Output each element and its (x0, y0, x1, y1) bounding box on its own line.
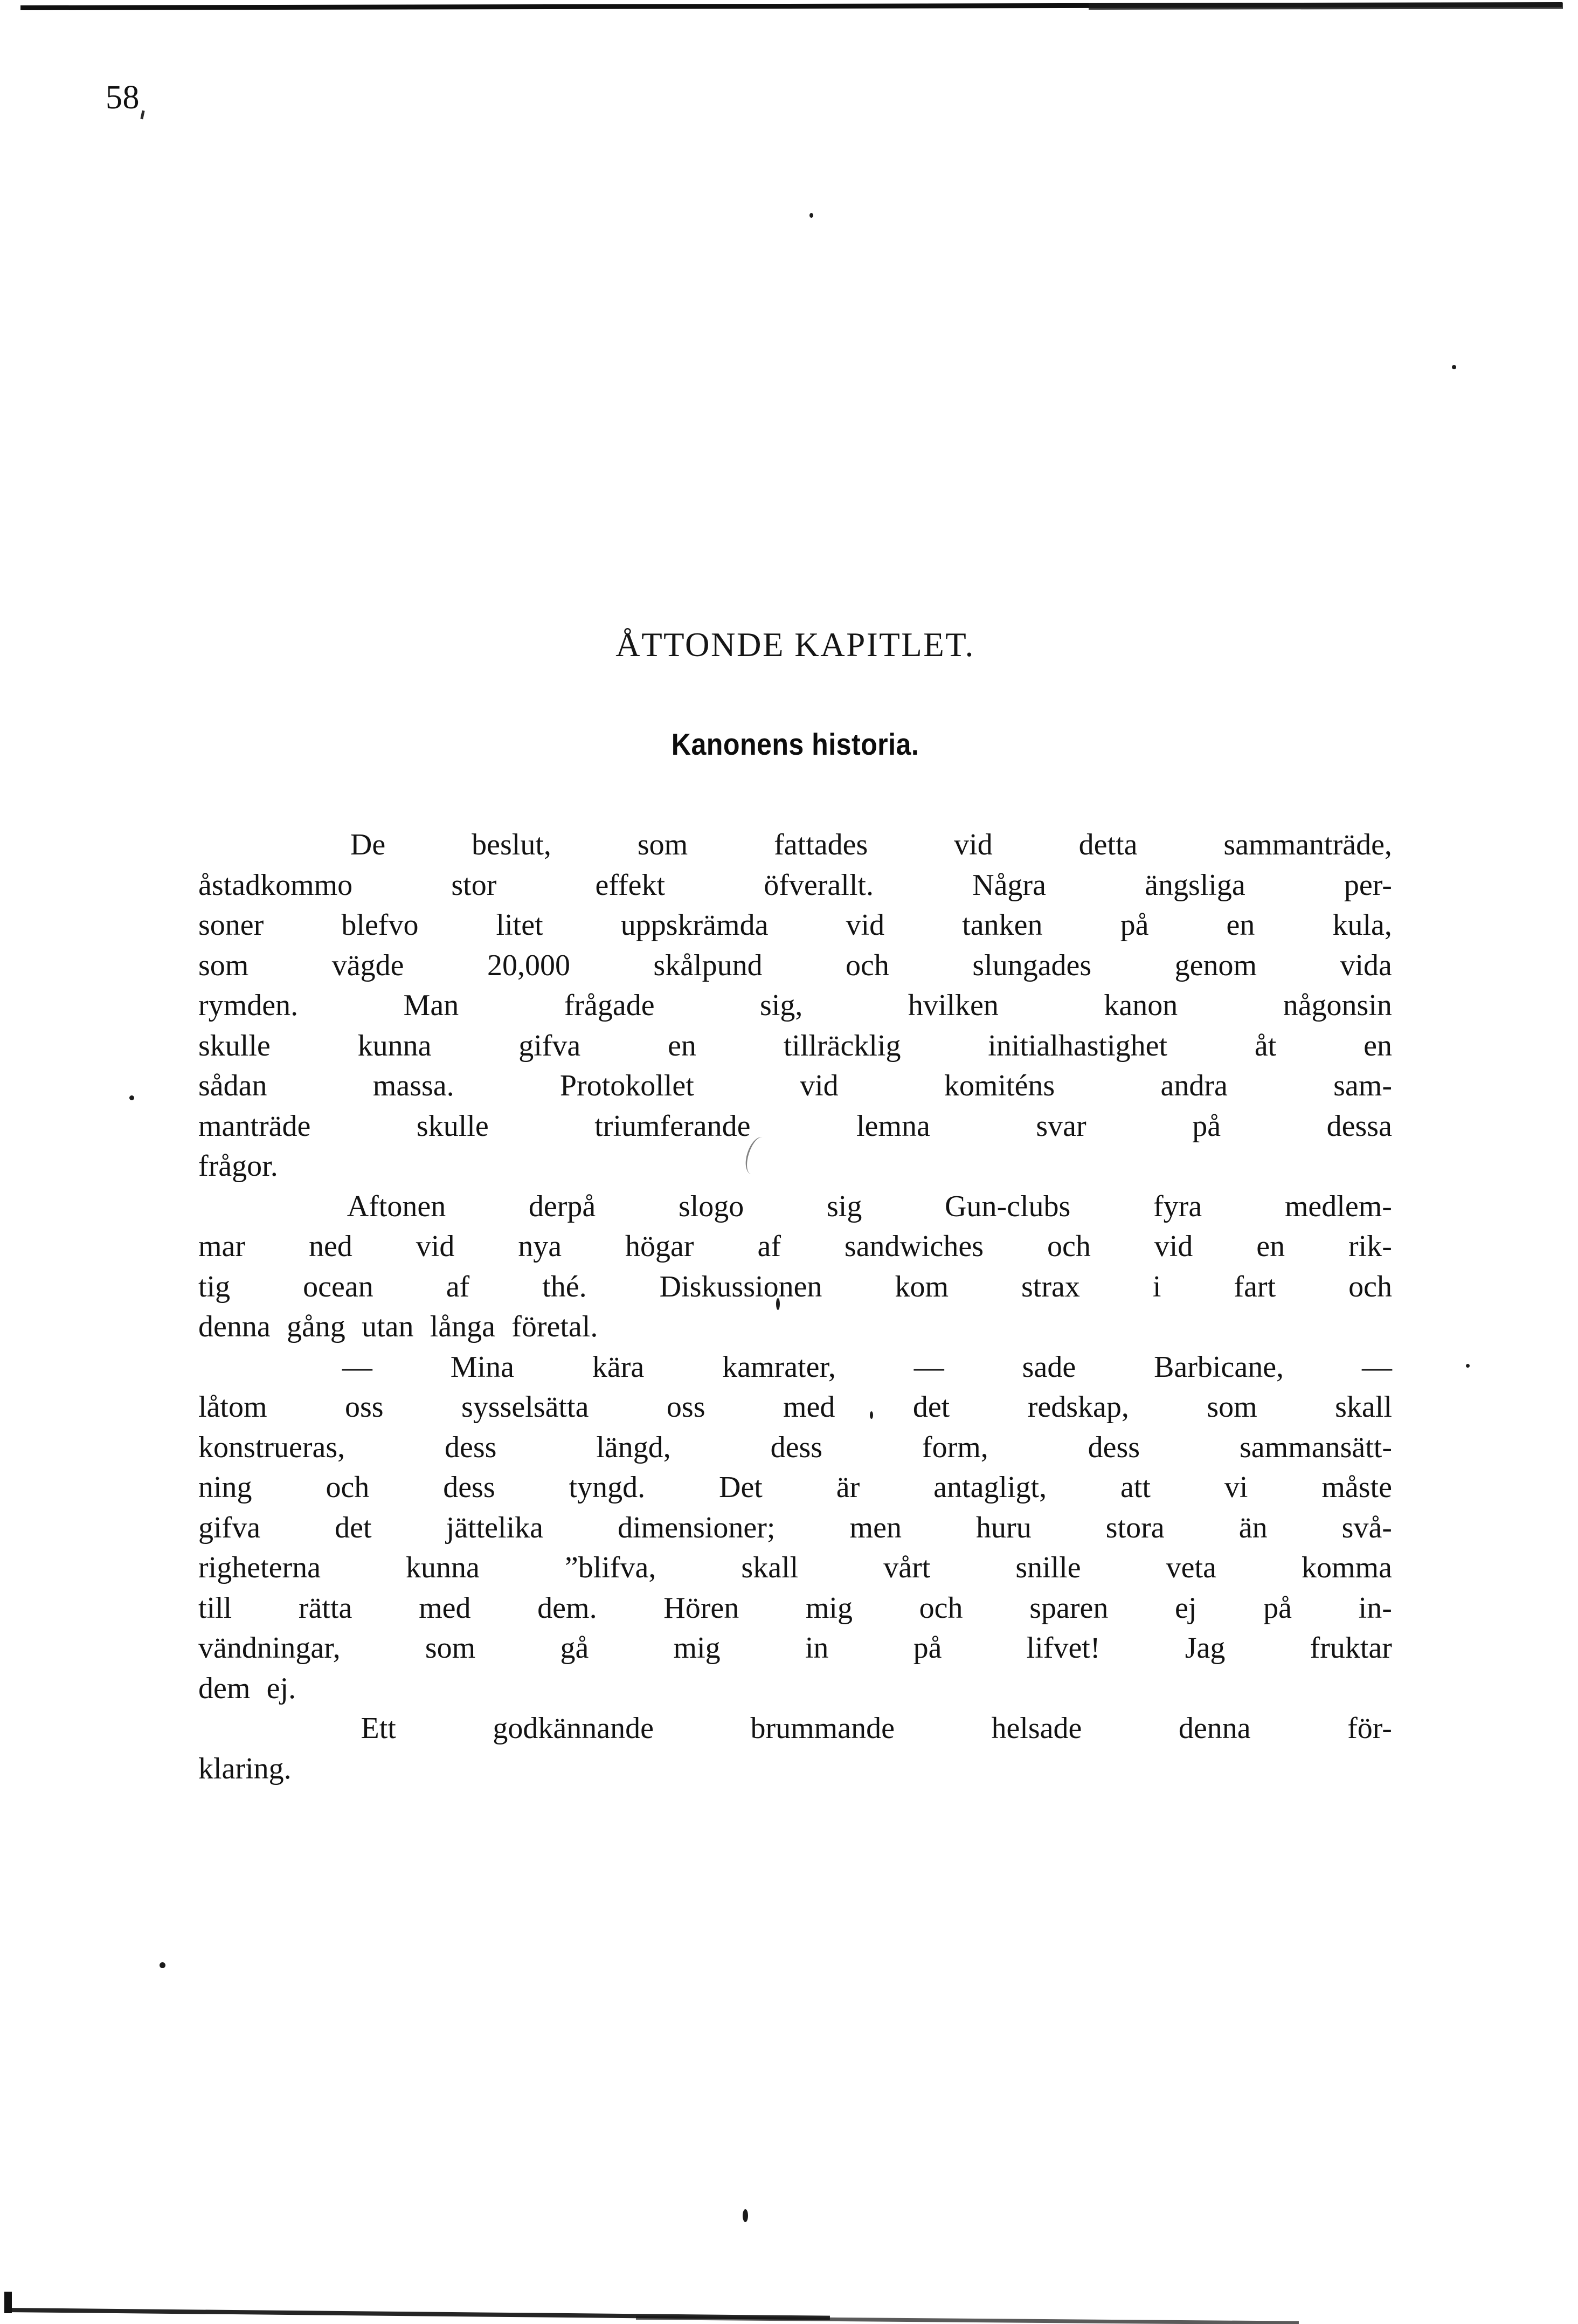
word: blefvo (341, 908, 419, 942)
word: effekt (595, 868, 666, 902)
word: komiténs (944, 1069, 1055, 1102)
word: righeterna (198, 1551, 321, 1584)
word: som (425, 1631, 476, 1665)
word: helsade (991, 1712, 1082, 1745)
word: en (1226, 908, 1255, 942)
word: 20,000 (487, 948, 570, 982)
word: stora (1105, 1511, 1165, 1544)
word: konstrueras, (198, 1430, 345, 1464)
word: sandwiches (844, 1230, 984, 1263)
ink-speck (809, 213, 813, 218)
word: Hören (663, 1591, 739, 1625)
word: manträde (198, 1109, 311, 1143)
word: Man (403, 989, 459, 1022)
word: Ett (361, 1712, 396, 1745)
word: öfverallt. (764, 868, 874, 902)
word: — (1361, 1350, 1392, 1384)
word: dem. (537, 1591, 597, 1625)
word: och (1348, 1270, 1392, 1304)
chapter-heading: ÅTTONDE KAPITLET. (615, 626, 975, 664)
word: slogo (678, 1189, 744, 1223)
word: rymden. (198, 989, 299, 1022)
text-line (198, 1467, 1392, 1508)
word: vändningar, (198, 1631, 341, 1665)
word: låtom (198, 1390, 267, 1424)
word: huru (976, 1511, 1032, 1544)
word: denna (1178, 1712, 1251, 1745)
word: massa. (372, 1069, 454, 1102)
word: som (1207, 1390, 1257, 1424)
word: antagligt, (933, 1471, 1047, 1504)
word: sparen (1029, 1591, 1109, 1625)
word: redskap, (1027, 1390, 1129, 1424)
word: vårt (883, 1551, 931, 1584)
paragraph-indent (198, 825, 264, 865)
word: per- (1344, 868, 1392, 902)
word: och (919, 1591, 963, 1625)
text-line (198, 1628, 1392, 1668)
word: vi (1224, 1471, 1248, 1504)
text-line (198, 1508, 1392, 1548)
word: ned (308, 1230, 352, 1263)
page-number: 58 (106, 79, 140, 116)
word: dessa (1326, 1109, 1392, 1143)
scan-edge-bottom-secondary (636, 2316, 1299, 2324)
word: och (326, 1471, 370, 1504)
word: De (350, 828, 386, 861)
word: beslut, (472, 828, 551, 861)
word: sådan (198, 1069, 267, 1102)
word: triumferande (594, 1109, 751, 1143)
word: fruktar (1310, 1631, 1392, 1665)
paragraph-indent (198, 1708, 264, 1749)
word: in (805, 1631, 829, 1665)
word: snille (1015, 1551, 1081, 1584)
word: lifvet! (1026, 1631, 1101, 1665)
text-line (198, 1106, 1392, 1147)
word: Barbicane, (1154, 1350, 1284, 1384)
word: Aftonen (347, 1189, 446, 1223)
text-line (198, 1267, 1392, 1307)
word: måste (1321, 1471, 1392, 1504)
word: kunna (406, 1551, 480, 1584)
word: frågade (564, 989, 655, 1022)
word: dess (445, 1430, 497, 1464)
word: kamrater, (722, 1350, 836, 1384)
text-line: denna gång utan långa företal. (198, 1310, 598, 1343)
word: sammansätt- (1239, 1430, 1392, 1464)
word: thé. (542, 1270, 587, 1304)
text-line (198, 1548, 1392, 1588)
text-line (198, 905, 1392, 946)
paragraph (198, 825, 1392, 1187)
word: tyngd. (569, 1471, 646, 1504)
word: som (637, 828, 688, 861)
word: soner (198, 908, 264, 942)
word: Några (972, 868, 1046, 902)
word: medlem- (1284, 1189, 1392, 1223)
word: vida (1340, 948, 1392, 982)
text-line (198, 1226, 1392, 1267)
word: någonsin (1283, 989, 1392, 1022)
word: sammanträde, (1223, 828, 1392, 861)
word: nya (518, 1230, 562, 1263)
word: högar (625, 1230, 694, 1263)
word: på (1192, 1109, 1221, 1143)
word: längd, (596, 1430, 671, 1464)
word: tig (198, 1270, 231, 1304)
ink-speck (1452, 365, 1456, 369)
word: ängsliga (1145, 868, 1245, 902)
word: — (913, 1350, 944, 1384)
folio-ink-speck (140, 111, 144, 120)
word: kunna (357, 1029, 432, 1063)
text-line (198, 865, 1392, 906)
word: och (846, 948, 889, 982)
text-line (198, 985, 1392, 1026)
word: åstadkommo (198, 868, 353, 902)
word: tillräcklig (783, 1029, 901, 1063)
word: gifva (198, 1511, 261, 1544)
text-line: dem ej. (198, 1671, 296, 1705)
word: dess (1088, 1430, 1140, 1464)
paragraph-indent (198, 1347, 264, 1388)
word: genom (1174, 948, 1257, 982)
word: en (1364, 1029, 1392, 1063)
word: fyra (1153, 1189, 1202, 1223)
word: lemna (856, 1109, 930, 1143)
scan-edge-top-secondary (1089, 2, 1563, 10)
word: vägde (331, 948, 404, 982)
word: stor (451, 868, 497, 902)
text-line: klaring. (198, 1751, 292, 1785)
word: kära (592, 1350, 645, 1384)
word: rätta (298, 1591, 352, 1625)
word: komma (1301, 1551, 1392, 1584)
word: litet (496, 908, 543, 942)
word: dimensioner; (618, 1511, 776, 1544)
word: med (419, 1591, 471, 1625)
word: och (1047, 1230, 1091, 1263)
body-text (198, 825, 1392, 1789)
word: sig (826, 1189, 862, 1223)
word: att (1120, 1471, 1151, 1504)
word: mig (805, 1591, 853, 1625)
paragraph-indent (198, 1187, 264, 1227)
word: på (913, 1631, 942, 1665)
word: Det (719, 1471, 763, 1504)
text-line (198, 1427, 1392, 1468)
word: till (198, 1591, 232, 1625)
word: Jag (1185, 1631, 1226, 1665)
paragraph (198, 1708, 1392, 1789)
word: fart (1234, 1270, 1276, 1304)
word: kanon (1104, 989, 1178, 1022)
word: mar (198, 1230, 246, 1263)
word: sysselsätta (461, 1390, 589, 1424)
word: ocean (303, 1270, 373, 1304)
word: det (335, 1511, 372, 1544)
word: vid (846, 908, 885, 942)
ink-speck (160, 1962, 165, 1968)
word: för- (1347, 1712, 1392, 1745)
word: fattades (774, 828, 868, 861)
word: rik- (1348, 1230, 1392, 1263)
ink-speck (1466, 1364, 1470, 1368)
word: sam- (1333, 1069, 1392, 1102)
word: strax (1021, 1270, 1080, 1304)
word: ning (198, 1471, 252, 1504)
paragraph (198, 1347, 1392, 1709)
word: svar (1036, 1109, 1086, 1143)
text-line: frågor. (198, 1149, 278, 1183)
word: skall (1335, 1390, 1392, 1424)
paragraph (198, 1187, 1392, 1347)
word: in- (1358, 1591, 1392, 1625)
word: vid (416, 1230, 455, 1263)
word: gifva (518, 1029, 581, 1063)
word: kula, (1332, 908, 1392, 942)
word: hvilken (908, 989, 999, 1022)
word: sade (1022, 1350, 1076, 1384)
word: andra (1160, 1069, 1228, 1102)
word: skall (741, 1551, 799, 1584)
text-line (198, 1588, 1392, 1629)
word: brummande (750, 1712, 895, 1745)
word: Protokollet (559, 1069, 694, 1102)
text-line (198, 825, 1392, 865)
word: det (912, 1390, 950, 1424)
word: kom (895, 1270, 949, 1304)
text-line (198, 1026, 1392, 1066)
word: som (198, 948, 249, 982)
word: vid (954, 828, 993, 861)
word: ej (1175, 1591, 1197, 1625)
word: gå (560, 1631, 589, 1665)
text-line (198, 1347, 1392, 1388)
word: oss (344, 1390, 384, 1424)
word: dess (770, 1430, 823, 1464)
word: dess (443, 1471, 495, 1504)
word: uppskrämda (620, 908, 769, 942)
word: en (668, 1029, 696, 1063)
word: vid (800, 1069, 839, 1102)
word: svå- (1341, 1511, 1392, 1544)
word: med (783, 1390, 835, 1424)
word: i (1152, 1270, 1161, 1304)
word: sig, (760, 989, 803, 1022)
word: är (836, 1471, 860, 1504)
word: af (446, 1270, 470, 1304)
text-line (198, 1387, 1392, 1427)
chapter-subheading: Kanonens historia. (671, 727, 919, 762)
word: af (757, 1230, 781, 1263)
word: slungades (972, 948, 1092, 982)
word: skålpund (653, 948, 763, 982)
text-line (198, 1187, 1392, 1227)
word: Mina (450, 1350, 514, 1384)
word: — (342, 1350, 372, 1384)
word: ˮblifva, (564, 1551, 656, 1584)
word: Gun-clubs (945, 1189, 1071, 1223)
word: veta (1166, 1551, 1216, 1584)
text-line (198, 1066, 1392, 1106)
word: än (1238, 1511, 1268, 1544)
ink-speck (129, 1095, 134, 1100)
word: en (1256, 1230, 1285, 1263)
word: skulle (198, 1029, 271, 1063)
word: tanken (962, 908, 1043, 942)
word: vid (1154, 1230, 1193, 1263)
word: på (1120, 908, 1149, 942)
word: godkännande (493, 1712, 654, 1745)
word: jättelika (446, 1511, 543, 1544)
word: mig (673, 1631, 721, 1665)
text-line (198, 946, 1392, 986)
ink-speck (743, 2209, 748, 2222)
word: men (849, 1511, 902, 1544)
word: på (1263, 1591, 1292, 1625)
scan-edge-bottom-hook (4, 2292, 12, 2313)
word: form, (922, 1430, 988, 1464)
word: detta (1078, 828, 1138, 861)
word: Diskussionen (659, 1270, 822, 1304)
text-line (198, 1708, 1392, 1749)
word: initialhastighet (988, 1029, 1168, 1063)
word: skulle (416, 1109, 489, 1143)
word: derpå (528, 1189, 596, 1223)
word: åt (1254, 1029, 1277, 1063)
word: oss (666, 1390, 705, 1424)
